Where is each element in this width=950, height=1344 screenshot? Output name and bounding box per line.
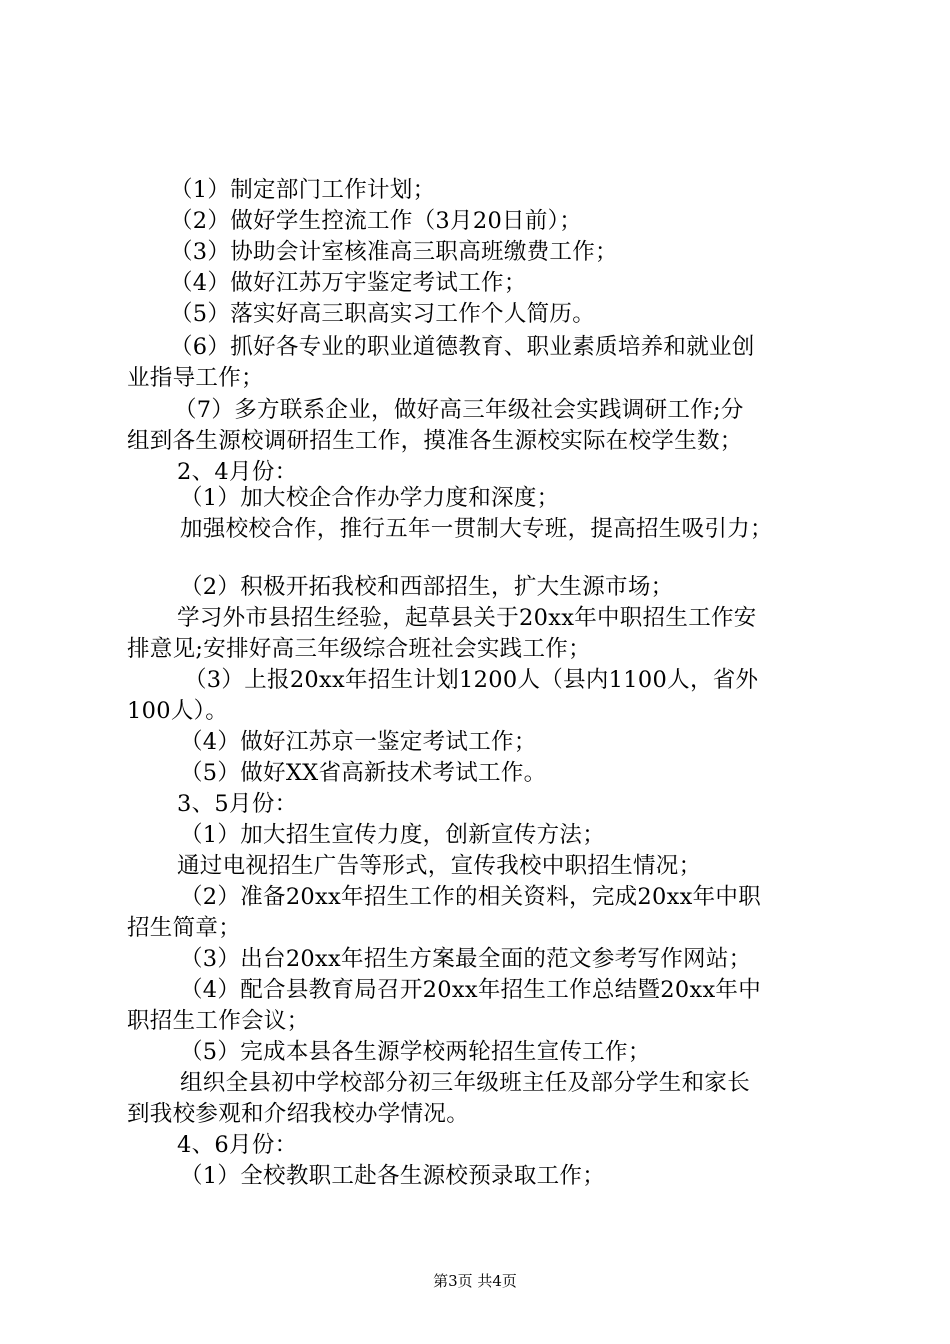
text-line: 到我校参观和介绍我校办学情况。 xyxy=(127,1101,470,1127)
text-line: 加强校校合作，推行五年一贯制大专班，提高招生吸引力； xyxy=(180,516,773,542)
text-line: 招生简章； xyxy=(127,915,242,941)
text-line: （5）做好XX省高新技术考试工作。 xyxy=(180,760,547,786)
text-line: （1）制定部门工作计划； xyxy=(170,177,436,203)
text-line: （2）积极开拓我校和西部招生，扩大生源市场； xyxy=(180,574,674,600)
text-line: （3）上报20xx年招生计划1200人（县内1100人，省外 xyxy=(184,667,759,693)
page-number-footer: 第3页 共4页 xyxy=(433,1272,517,1290)
text-line: （4）配合县教育局召开20xx年招生工作总结暨20xx年中 xyxy=(180,977,762,1003)
text-line: （3）出台20xx年招生方案最全面的范文参考写作网站； xyxy=(180,946,752,972)
text-line: （4）做好江苏万宇鉴定考试工作； xyxy=(170,270,527,296)
text-line: （4）做好江苏京一鉴定考试工作； xyxy=(180,729,537,755)
text-line: （2）准备20xx年招生工作的相关资料，完成20xx年中职 xyxy=(180,884,762,910)
text-line: （1）加大校企合作办学力度和深度； xyxy=(180,485,560,511)
text-line: （1）加大招生宣传力度，创新宣传方法； xyxy=(180,822,606,848)
text-line: （5）完成本县各生源学校两轮招生宣传工作； xyxy=(180,1039,651,1065)
section-heading: 4、6月份： xyxy=(177,1132,298,1158)
text-line: 职招生工作会议； xyxy=(127,1008,310,1034)
text-line: 排意见;安排好高三年级综合班社会实践工作； xyxy=(127,636,591,662)
text-line: （3）协助会计室核准高三职高班缴费工作； xyxy=(170,239,618,265)
text-line: 组到各生源校调研招生工作，摸准各生源校实际在校学生数； xyxy=(127,428,743,454)
section-heading: 2、4月份： xyxy=(177,459,298,485)
text-line: （5）落实好高三职高实习工作个人简历。 xyxy=(170,301,596,327)
text-line: （6）抓好各专业的职业道德教育、职业素质培养和就业创 xyxy=(170,334,755,360)
text-line: 业指导工作； xyxy=(127,365,264,391)
text-line: 组织全县初中学校部分初三年级班主任及部分学生和家长 xyxy=(180,1070,751,1096)
text-line: 学习外市县招生经验，起草县关于20xx年中职招生工作安 xyxy=(177,605,757,631)
text-line: （1）全校教职工赴各生源校预录取工作； xyxy=(180,1163,606,1189)
text-line: 100人）。 xyxy=(127,698,228,724)
text-line: 通过电视招生广告等形式，宣传我校中职招生情况； xyxy=(177,853,702,879)
section-heading: 3、5月份： xyxy=(177,791,298,817)
text-line: （2）做好学生控流工作（3月20日前）； xyxy=(170,208,583,234)
text-line: （7）多方联系企业，做好高三年级社会实践调研工作;分 xyxy=(174,397,744,423)
